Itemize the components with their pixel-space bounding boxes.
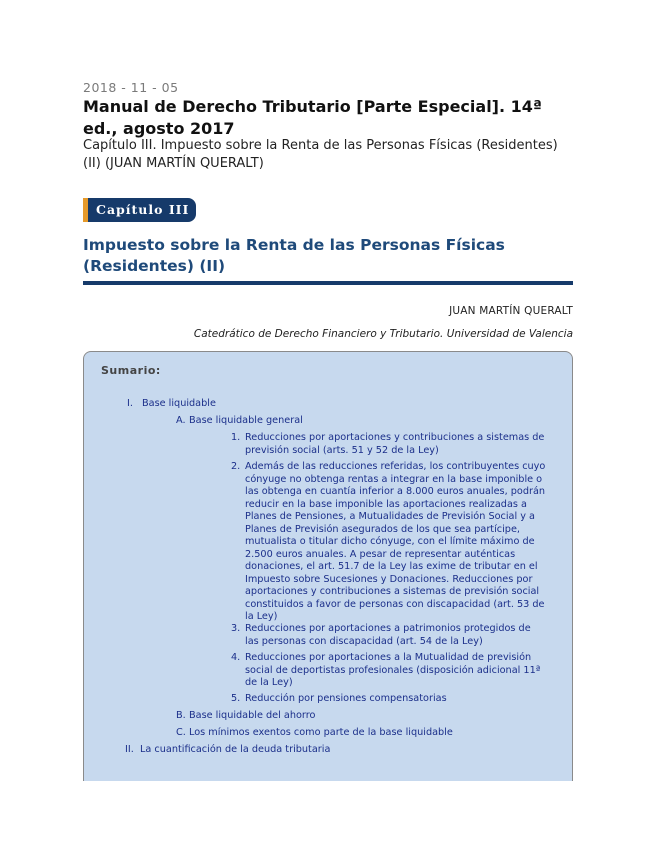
summary-label: Sumario: xyxy=(101,364,161,377)
toc-number: B. xyxy=(176,710,186,721)
toc-link-cuantificacion-deuda[interactable] xyxy=(125,744,330,757)
toc-number: 5. xyxy=(231,693,241,704)
toc-link-pensiones-compensatorias[interactable] xyxy=(231,693,546,706)
document-date: 2018 - 11 - 05 xyxy=(83,80,179,95)
toc-number: 1. xyxy=(231,432,241,443)
toc-link-mutualidad-deportistas[interactable] xyxy=(231,652,546,690)
toc-link-reducciones-conyuge[interactable] xyxy=(231,461,546,624)
summary-box xyxy=(83,351,573,781)
toc-text: Reducciones por aportaciones y contribuciones a sistemas de previsión social (arts. 51 y 52 de la Ley) xyxy=(245,432,545,456)
toc-number: C. xyxy=(176,727,186,738)
title-divider xyxy=(83,281,573,285)
toc-text: Reducciones por aportaciones a patrimonios protegidos de las personas con discapacidad (art. 54 de la Ley) xyxy=(245,623,531,647)
toc-link-base-liquidable-ahorro[interactable] xyxy=(176,710,315,723)
toc-number: A. xyxy=(176,415,186,426)
toc-link-reducciones-previsión-social[interactable] xyxy=(231,432,546,457)
toc-text: Reducciones por aportaciones a la Mutualidad de previsión social de deportistas profesionales (disposición adicional 11ª de la Ley) xyxy=(245,652,541,688)
toc-text: Además de las reducciones referidas, los contribuyentes cuyo cónyuge no obtenga rentas a integrar en la base imponible o las obtenga en cuantía inferior a 8.000 euros anuales, podrán reducir en la base imponible las aportaciones realizadas a Planes de Pensiones, a Mutualidades de Previsión Social y a Planes de Previsión asegurados de los que sea partícipe, mutualista o titular dicho cónyuge, con el límite máximo de 2.500 euros anuales. A pesar de representar auténticas donaciones, el art. 51.7 de la Ley las exime de tributar en el Impuesto sobre Sucesiones y Donaciones. Reducciones por aportaciones y contribuciones a sistemas de previsión social constituidos a favor de personas con discapacidad (art. 53 de la Ley) xyxy=(245,461,546,622)
toc-link-base-liquidable[interactable] xyxy=(127,398,216,411)
chapter-reference: Capítulo III. Impuesto sobre la Renta de las Personas Físicas (Residentes) (II) (JUAN MARTÍN QUERALT) xyxy=(83,138,558,171)
toc-link-base-liquidable-general[interactable] xyxy=(176,415,303,428)
toc-text: La cuantificación de la deuda tributaria xyxy=(140,744,331,755)
author-name: JUAN MARTÍN QUERALT xyxy=(449,305,573,317)
toc-text: Base liquidable del ahorro xyxy=(189,710,316,721)
toc-number: 2. xyxy=(231,461,241,472)
book-title: Manual de Derecho Tributario [Parte Especial]. 14ª ed., agosto 2017 xyxy=(83,97,542,138)
chapter-badge: Capítulo III xyxy=(83,198,196,222)
toc-link-minimos-exentos[interactable] xyxy=(176,727,453,740)
author-affiliation: Catedrático de Derecho Financiero y Tributario. Universidad de Valencia xyxy=(193,328,573,340)
toc-text: Reducción por pensiones compensatorias xyxy=(245,693,447,704)
toc-link-patrimonios-protegidos[interactable] xyxy=(231,623,546,648)
toc-number: 3. xyxy=(231,623,241,634)
toc-text: Los mínimos exentos como parte de la base liquidable xyxy=(189,727,453,738)
toc-number: I. xyxy=(127,398,133,409)
toc-text: Base liquidable xyxy=(142,398,216,409)
chapter-title: Impuesto sobre la Renta de las Personas Físicas (Residentes) (II) xyxy=(83,236,505,275)
toc-number: II. xyxy=(125,744,134,755)
toc-number: 4. xyxy=(231,652,241,663)
toc-text: Base liquidable general xyxy=(189,415,303,426)
